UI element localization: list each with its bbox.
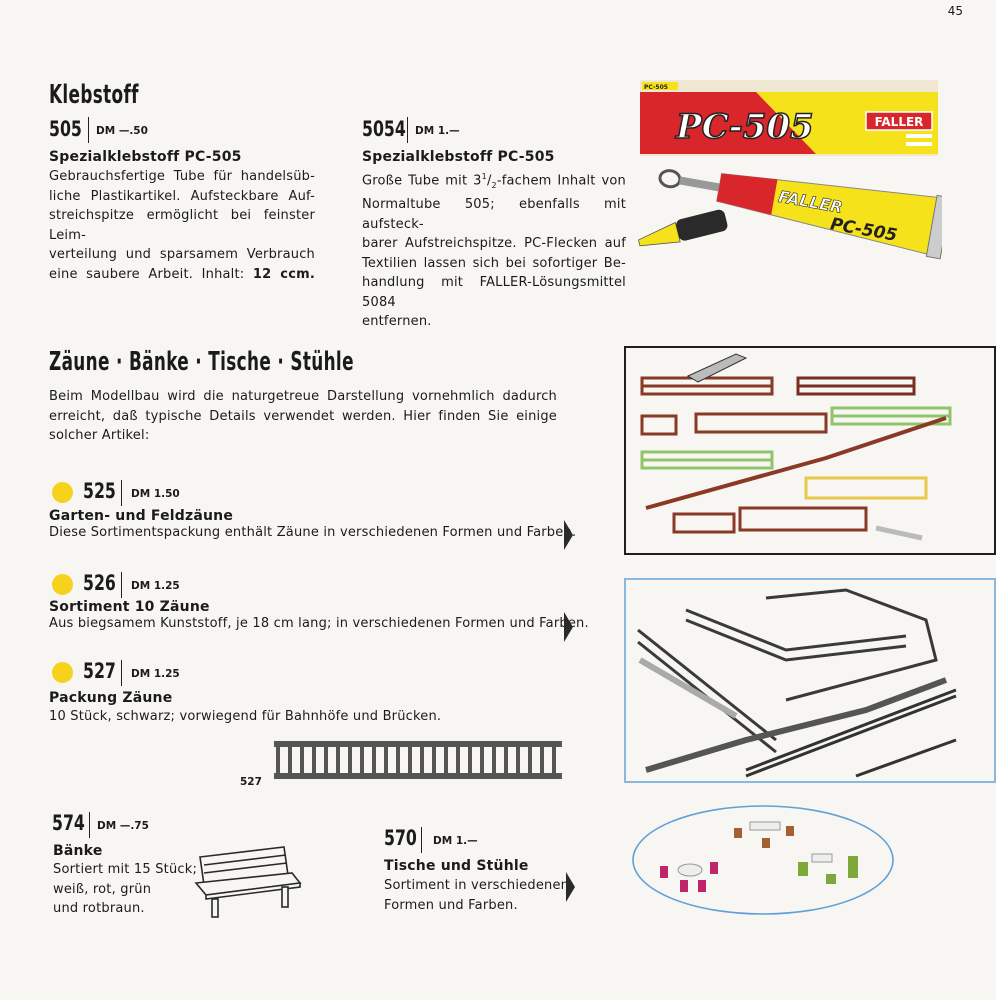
black-fences-image	[626, 580, 994, 781]
separator	[407, 117, 408, 143]
article-number-505: 505	[49, 117, 82, 141]
fence-post	[408, 747, 412, 773]
fence-post	[516, 747, 520, 773]
fence-post	[432, 747, 436, 773]
fence-post	[372, 747, 376, 773]
separator	[121, 572, 122, 598]
separator	[88, 117, 89, 143]
desc-527: 10 Stück, schwarz; vorwiegend für Bahnhöfe und Brücken.	[49, 709, 442, 724]
desc-line: verteilung und sparsamem Verbrauch	[49, 247, 315, 262]
desc-text: -fachem Inhalt von	[496, 173, 626, 189]
fence-red	[798, 378, 914, 394]
box-brand-text: PC-505	[676, 107, 814, 147]
furniture-green	[798, 854, 858, 884]
fence-dark-2	[686, 610, 906, 650]
price-5054: DM 1.—	[415, 125, 460, 137]
fence-post	[552, 747, 556, 773]
box-faller-label: FALLER	[874, 115, 924, 129]
desc-line: weiß, rot, grün	[53, 881, 152, 897]
separator	[121, 480, 122, 506]
desc-526: Aus biegsamem Kunststoff, je 18 cm lang; in verschiedenen Formen und Farben.	[49, 616, 589, 631]
intro-line: erreicht, daß typische Details verwendet werden. Hier finden Sie einige	[49, 408, 557, 424]
title-525: Garten- und Feldzäune	[49, 508, 234, 524]
intro-line: Beim Modellbau wird die naturgetreue Darstellung vornehmlich dadurch	[49, 389, 557, 404]
title-505: Spezialklebstoff PC-505	[49, 149, 242, 165]
fence-post	[468, 747, 472, 773]
article-number-527: 527	[83, 659, 116, 683]
section-heading-fences: Zäune · Bänke · Tische · Stühle	[49, 347, 354, 377]
arrow-right-icon	[564, 612, 573, 642]
price-574: DM —.75	[97, 820, 149, 832]
desc-line: barer Aufstreichspitze. PC-Flecken auf	[362, 236, 626, 252]
title-526: Sortiment 10 Zäune	[49, 599, 210, 615]
colored-fences-image	[626, 348, 994, 553]
desc-line: Textilien lassen sich bei sofortiger Be-	[362, 255, 626, 271]
tube-product-text: PC-505	[828, 214, 899, 246]
section-heading-adhesive: Klebstoff	[49, 80, 139, 110]
fence-post	[312, 747, 316, 773]
tables-chairs-illustration	[630, 800, 896, 922]
fence-post	[504, 747, 508, 773]
fence-post	[288, 747, 292, 773]
intro-line: solcher Artikel:	[49, 428, 150, 443]
bench-illustration	[192, 843, 304, 923]
glue-tube-illustration	[636, 78, 942, 268]
article-number-526: 526	[83, 571, 116, 595]
separator	[121, 660, 122, 686]
fence-label: 527	[240, 776, 262, 788]
title-5054: Spezialklebstoff PC-505	[362, 149, 555, 165]
separator	[89, 812, 90, 838]
desc-line: und rotbraun.	[53, 901, 145, 916]
desc-525: Diese Sortimentspackung enthält Zäune in verschiedenen Formen und Farben.	[49, 525, 577, 540]
description-5054	[362, 167, 626, 332]
desc-570	[384, 876, 569, 915]
desc-line: liche Plastikartikel. Aufsteckbare Auf-	[49, 188, 315, 204]
fence-black-photo-frame	[624, 578, 996, 783]
content-volume: 12 ccm.	[252, 266, 315, 282]
yellow-dot-icon	[52, 574, 73, 595]
fence-brown-3	[674, 508, 866, 532]
description-505	[49, 167, 315, 284]
fence-post	[540, 747, 544, 773]
fence-post	[492, 747, 496, 773]
fence-post	[456, 747, 460, 773]
fence-post	[360, 747, 364, 773]
article-number-5054: 5054	[362, 117, 406, 141]
price-505: DM —.50	[96, 125, 148, 137]
desc-line: Sortiert mit 15 Stück;	[53, 862, 198, 877]
desc-line: Sortiment in verschiedenen	[384, 878, 570, 893]
desc-line: streichspitze ermöglicht bei feinster Leim-	[49, 208, 315, 243]
furniture-magenta	[660, 862, 718, 892]
fence-green-2	[642, 452, 772, 468]
separator	[421, 827, 422, 853]
nozzle	[636, 208, 729, 251]
fence-yellow	[806, 478, 926, 498]
arrow-right-icon	[564, 520, 573, 550]
fraction-denominator: 2	[491, 180, 497, 190]
desc-line: Gebrauchsfertige Tube für handelsüb-	[49, 169, 315, 184]
desc-text: eine saubere Arbeit. Inhalt:	[49, 266, 253, 282]
fence-post	[528, 747, 532, 773]
price-525: DM 1.50	[131, 488, 180, 500]
fence-post	[348, 747, 352, 773]
fences-intro	[49, 387, 557, 446]
tube-brand-text: FALLER	[776, 186, 845, 217]
fence-posts	[276, 747, 556, 773]
fence-post	[324, 747, 328, 773]
fence-post	[384, 747, 388, 773]
arrow-right-icon	[566, 872, 575, 902]
fence-photo-frame	[624, 346, 996, 555]
fence-post	[396, 747, 400, 773]
price-526: DM 1.25	[131, 580, 180, 592]
fraction-slash: /	[486, 173, 492, 189]
fence-post	[420, 747, 424, 773]
box-top-label: PC-505	[644, 84, 668, 91]
desc-line: Formen und Farben.	[384, 897, 518, 913]
fence-527-illustration	[272, 737, 564, 785]
tube	[655, 147, 942, 258]
fence-brown-2	[642, 414, 826, 434]
fraction-numerator: 1	[481, 172, 487, 181]
article-number-570: 570	[384, 826, 417, 850]
desc-line: handlung mit FALLER-Lösungsmittel 5084	[362, 275, 626, 310]
fence-post	[480, 747, 484, 773]
article-number-525: 525	[83, 479, 116, 503]
fence-post	[300, 747, 304, 773]
yellow-dot-icon	[52, 482, 73, 503]
rail-track	[746, 696, 956, 776]
title-574: Bänke	[53, 843, 103, 859]
desc-line: Normaltube 505; ebenfalls mit aufsteck-	[362, 197, 626, 232]
desc-line	[49, 265, 315, 285]
yellow-dot-icon	[52, 662, 73, 683]
desc-line: entfernen.	[362, 314, 432, 330]
fence-grey	[876, 528, 922, 538]
fence-post	[336, 747, 340, 773]
fence-dark-3	[766, 590, 936, 700]
desc-line	[362, 167, 626, 195]
fence-post	[276, 747, 280, 773]
fence-brown-1	[642, 378, 772, 394]
page-number: 45	[947, 4, 963, 18]
article-number-574: 574	[52, 811, 85, 835]
furniture-brown	[734, 822, 794, 848]
desc-text: Große Tube mit 3	[362, 173, 482, 189]
fence-post	[444, 747, 448, 773]
desc-574	[53, 860, 197, 919]
title-570: Tische und Stühle	[384, 858, 529, 874]
title-527: Packung Zäune	[49, 690, 173, 706]
price-527: DM 1.25	[131, 668, 180, 680]
price-570: DM 1.—	[433, 835, 478, 847]
